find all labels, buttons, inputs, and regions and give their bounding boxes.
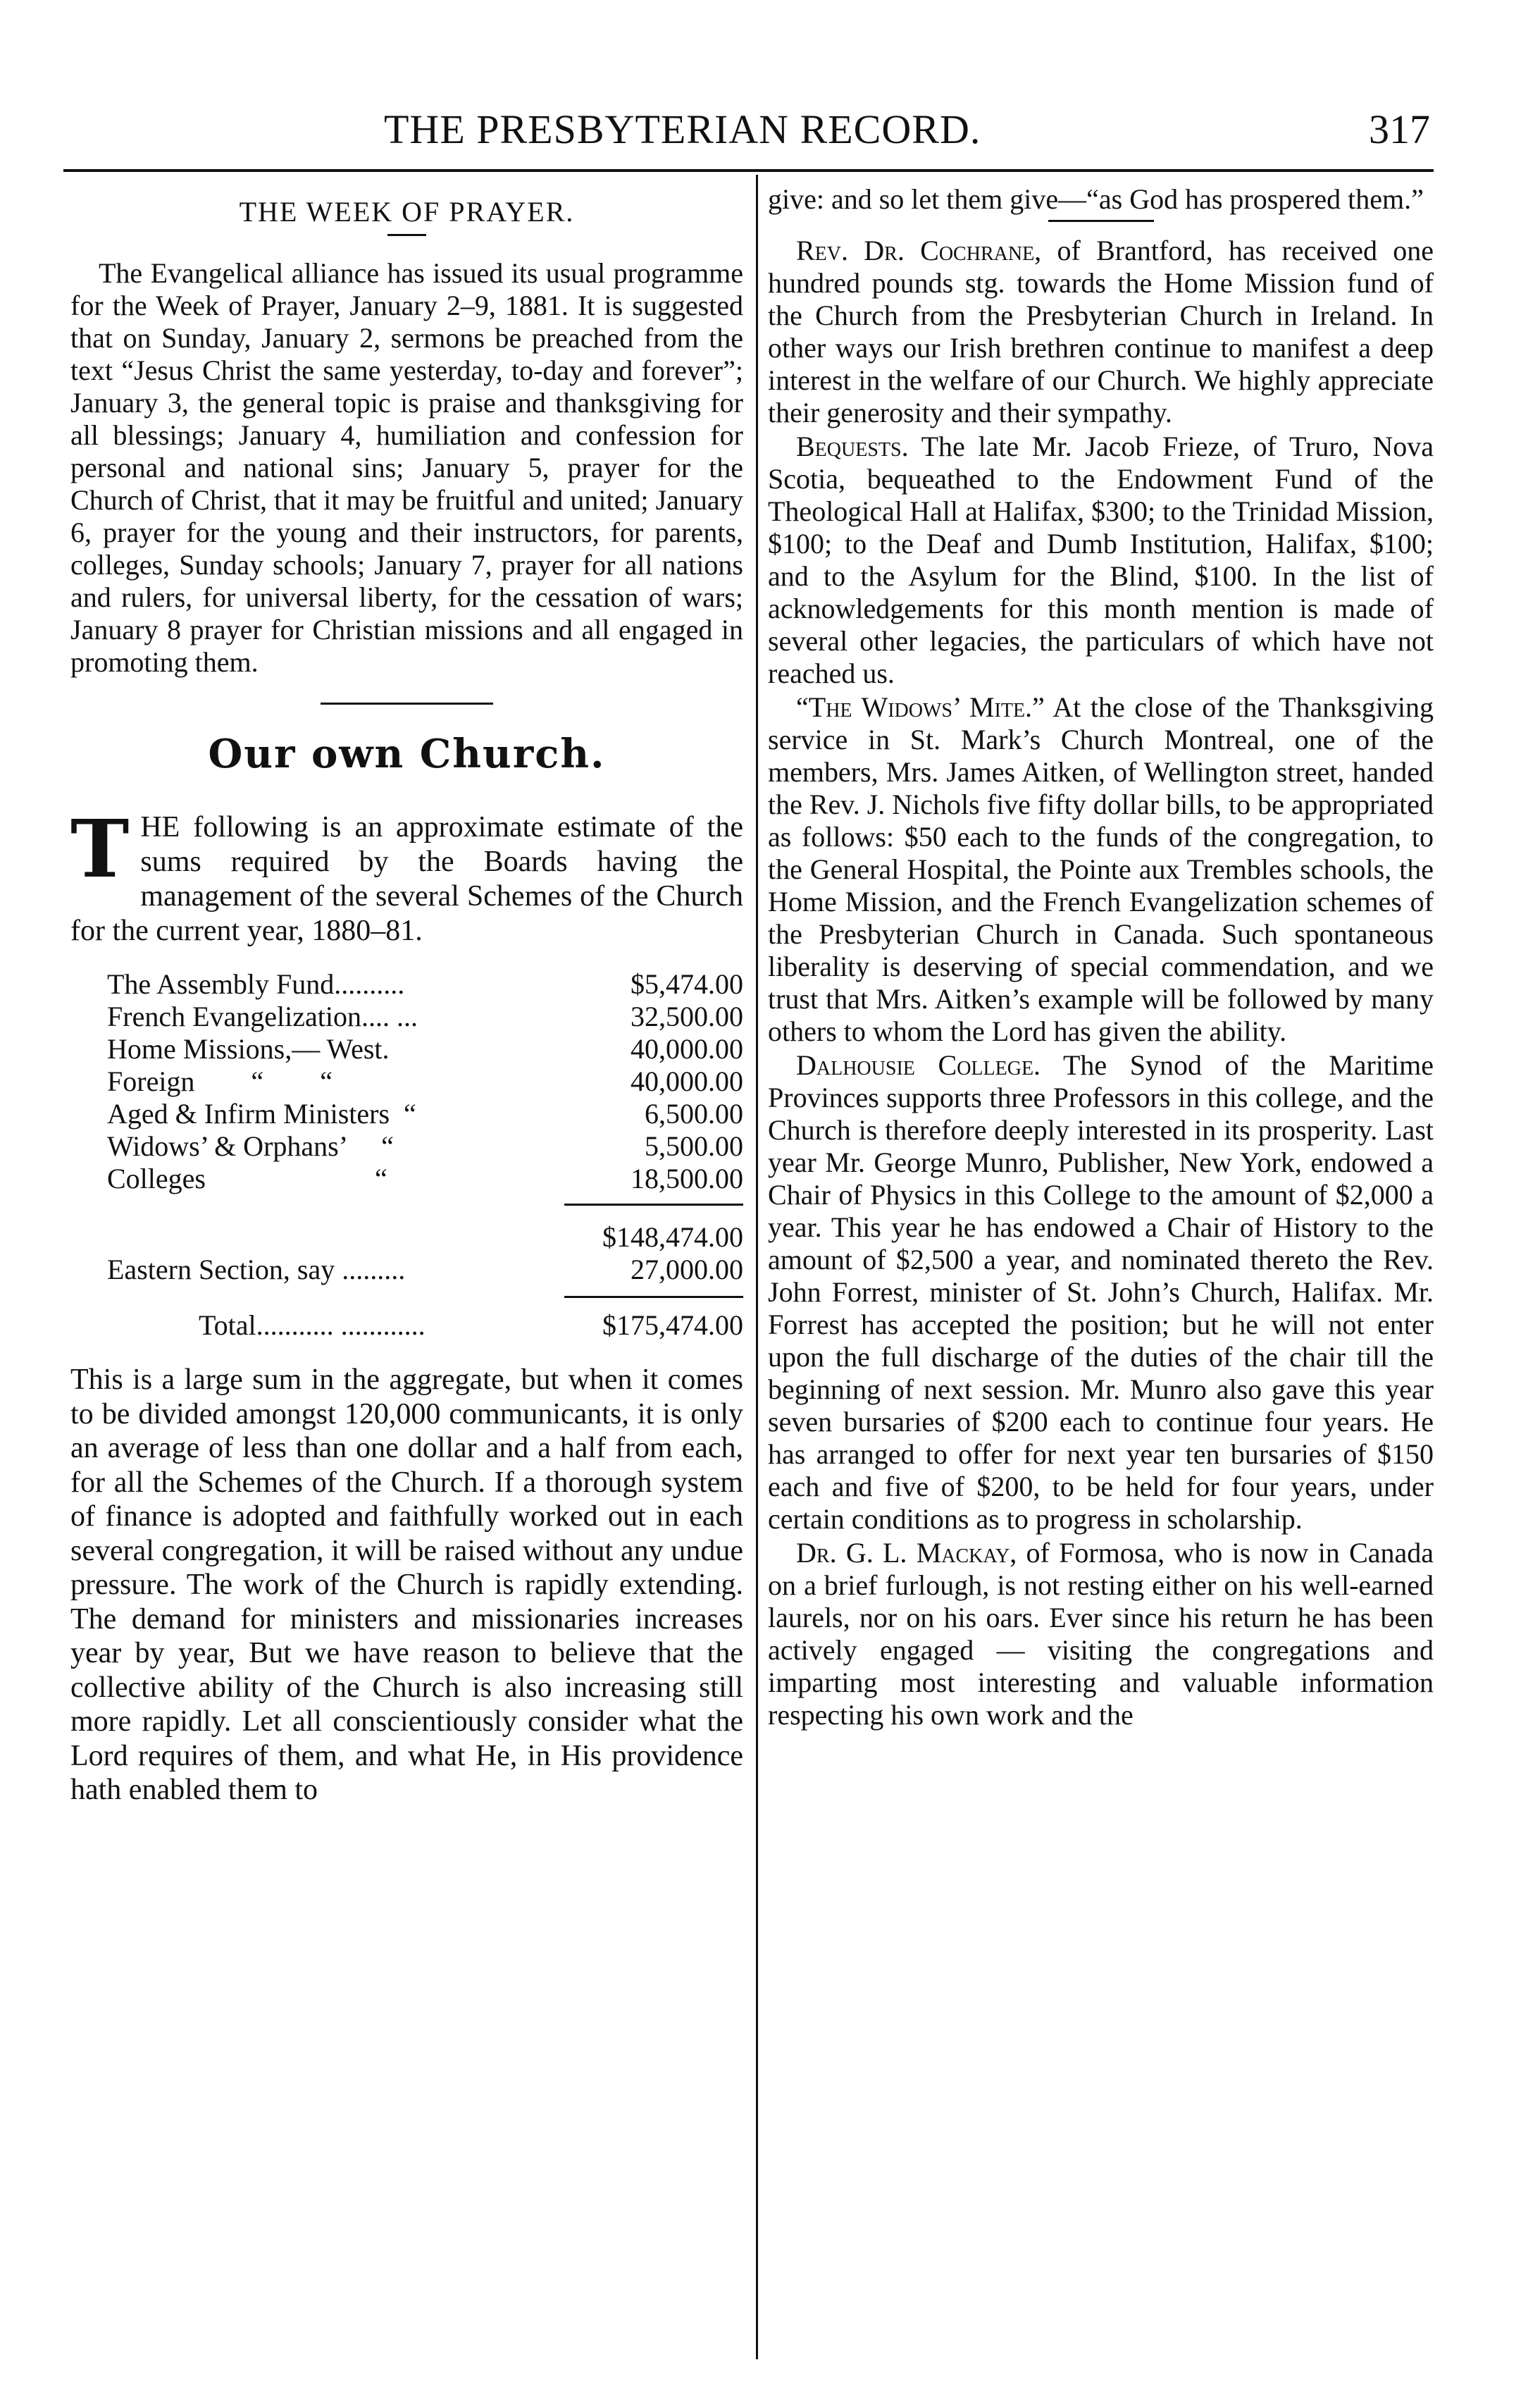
fund-label: The Assembly Fund.......... [107,968,405,1000]
fund-amount: 32,500.00 [631,1001,743,1032]
section-divider [321,703,493,705]
page-number: 317 [1369,106,1430,152]
mackay-paragraph [768,1537,1434,1731]
estimate-intro-text: HE following is an approximate estimate of the sums required by the Boards having the management of the several Schemes of the Church for the current year, 1880–81. [70,811,743,947]
our-own-church-heading: Our own Church. [208,731,606,777]
fund-amount: $5,474.00 [631,968,743,1000]
fund-row [107,1098,743,1130]
widows-mite-lead: “The Widows’ Mite.” [796,691,1045,723]
bequests-body: The late Mr. Jacob Frieze, of Truro, Nova Scotia, bequeathed to the Endowment Fund of the Theological Hall at Halifax, $300; to the Trinidad Mission, $100; to the Deaf and Dumb Institution, Halifax, $100; and to the Asylum for the Blind, $100. In the list of acknowledgements for this month mention is made of several other legacies, the particulars of which have not reached us. [768,431,1434,689]
fund-row [107,1163,743,1195]
continuation-text: give: and so let them give—“as God has prospered them.” [768,183,1424,215]
fund-label: Home Missions,— West. [107,1033,390,1065]
cochrane-body: of Brantford, has received one hundred pounds stg. towards the Home Mission fund of the Church from the Presbyterian Church in Ireland. In other ways our Irish brethren continue to manifest a deep interest in the welfare of our Church. We highly appreciate their generosity and their sympathy. [768,235,1434,428]
dalhousie-body: The Synod of the Maritime Provinces supports three Professors in this college, and the Church is therefore deeply interested in its prosperity. Last year Mr. George Munro, Publisher, New York, endowed a Chair of Physics in this College to the amount of $2,000 a year. This year he has endowed a Chair of History to the amount of $2,500 a year, and nominated thereto the Rev. John Forrest, minister of St. John’s Church, Halifax. Mr. Forrest has accepted the position; but he will not enter upon the full discharge of the duties of the chair till the beginning of next session. Mr. Munro also gave this year seven bursaries of $200 each to continue four years. He has arranged to offer for next year ten bursaries of $150 each and five of $200, to be held for four years, under certain conditions as to progress in scholarship. [768,1049,1434,1535]
fund-row [107,1033,743,1065]
header-rule [63,169,1434,172]
title-dash [387,234,426,236]
fund-label: French Evangelization.... ... [107,1001,418,1032]
left-column [70,183,743,1807]
total-amount: $175,474.00 [602,1309,743,1341]
estimate-closing: This is a large sum in the aggregate, but when it comes to be divided amongst 120,000 communicants, it is only an average of less than one dollar and a half from each, for all the Schemes of the Church. If a thorough system of finance is adopted and faithfully worked out in each several congregation, it will be raised without any undue pressure. The work of the Church is rapidly extending. The demand for ministers and missionaries increases year by year, But we have reason to believe that the collective ability of the Church is also increasing still more rapidly. Let all conscientiously consider what the Lord requires of them, and what He, in His providence hath enabled them to [70,1364,743,1806]
widows-mite-body: At the close of the Thanksgiving service in St. Mark’s Church Montreal, one of the members, Mrs. James Aitken, of Wellington street, handed the Rev. J. Nichols five fifty dollar bills, to be appropriated as follows: $50 each to the funds of the congregation, to the General Hospital, the Pointe aux Trembles schools, the Home Mission, and the French Evangelization schemes of the Presbyterian Church in Canada. Such spontaneous liberality is deserving of special commendation, and we trust that Mrs. Aitken’s example will be followed by many others to whom the Lord has given the ability. [768,691,1434,1047]
cochrane-lead: Rev. Dr. Cochrane, [796,235,1042,266]
total-rule [564,1296,743,1298]
fund-amount: 40,000.00 [631,1065,743,1097]
right-column [768,183,1434,1733]
running-title: THE PRESBYTERIAN RECORD. [384,106,981,152]
fund-amount: 5,500.00 [645,1130,743,1162]
total-label: Total........... ............ [199,1309,426,1341]
page-header [106,106,1430,169]
estimate-intro [70,803,743,948]
subtotal-row [107,1221,743,1254]
bequests-paragraph [768,431,1434,690]
paragraph-divider [1048,220,1154,222]
cochrane-paragraph [768,235,1434,429]
fund-label: Aged & Infirm Ministers “ [107,1098,416,1130]
eastern-section-label: Eastern Section, say ......... [107,1254,406,1285]
fund-label: Foreign “ “ [107,1065,333,1097]
total-row [107,1309,743,1342]
fund-amount: 18,500.00 [631,1163,743,1194]
fund-row [107,968,743,1001]
widows-mite-paragraph [768,691,1434,1048]
dalhousie-lead: Dalhousie College. [796,1049,1041,1081]
fund-label: Widows’ & Orphans’ “ [107,1130,394,1162]
fund-label: Colleges “ [107,1163,387,1194]
fund-row [107,1001,743,1033]
week-of-prayer-body: The Evangelical alliance has issued its usual programme for the Week of Prayer, January 2–9, 1881. It is suggested that on Sunday, January 2, sermons be preached from the text “Jesus Christ the same yesterday, to-day and forever”; January 3, the general topic is praise and thanksgiving for all blessings; January 4, humiliation and confession for personal and national sins; January 5, prayer for the Church of Christ, that it may be fruitful and united; January 6, prayer for the young and their instructors, for parents, colleges, Sunday schools; January 7, prayer for all nations and rulers, for universal liberty, for the cessation of wars; January 8 prayer for Christian missions and all engaged in promoting them. [70,257,743,678]
subtotal-rule [564,1204,743,1206]
fund-row [107,1130,743,1163]
mackay-lead: Dr. G. L. Mackay, [796,1537,1017,1569]
fund-amount: 40,000.00 [631,1033,743,1065]
fund-estimate-table [107,968,743,1342]
mackay-body: of Formosa, who is now in Canada on a brief furlough, is not resting either on his well-earned laurels, nor on his oars. Ever since his return he has been actively engaged — visiting the congregations and imparting most interesting and valuable information respecting his own work and the [768,1537,1434,1731]
drop-cap: T [70,803,130,896]
subtotal-amount: $148,474.00 [602,1221,743,1253]
fund-row [107,1065,743,1098]
eastern-section-amount: 27,000.00 [631,1254,743,1285]
column-divider [756,175,758,2359]
eastern-section-row [107,1254,743,1286]
fund-amount: 6,500.00 [645,1098,743,1130]
dalhousie-paragraph [768,1049,1434,1535]
week-of-prayer-title: THE WEEK OF PRAYER. [239,196,575,228]
bequests-lead: Bequests. [796,431,909,462]
